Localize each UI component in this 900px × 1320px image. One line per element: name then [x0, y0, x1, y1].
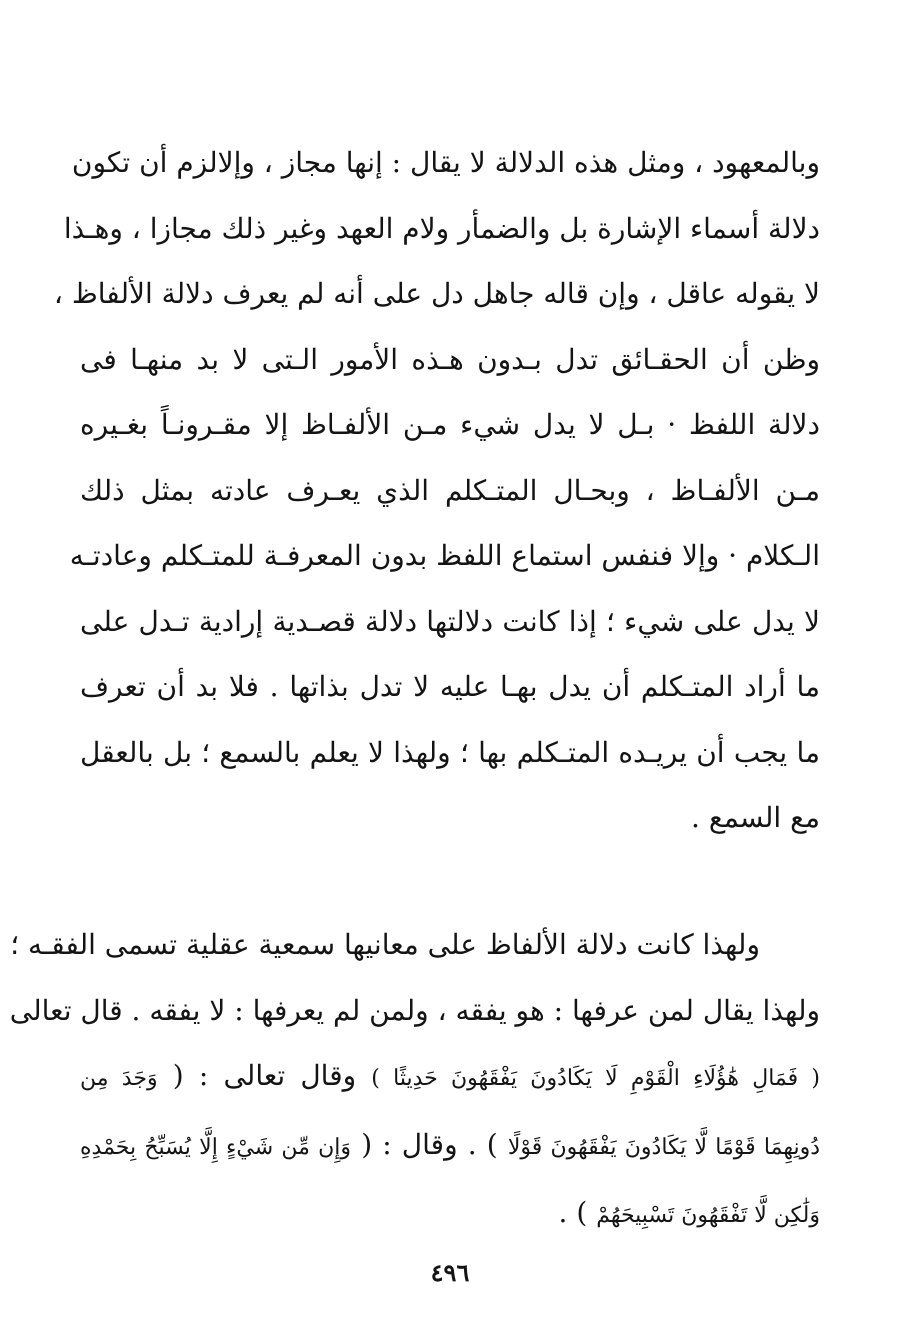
text-line: وظن أن الحقـائق تدل بـدون هـذه الأمور الـتى لا بد منهـا فى	[80, 342, 820, 376]
text-fragment: ) . وقال : (	[361, 1127, 498, 1161]
quran-verse: وَجَدَ مِن	[80, 1066, 158, 1091]
second-paragraph	[9, 912, 821, 1249]
page-number: ٤٩٦	[430, 1258, 470, 1287]
text-line: مع السمع .	[691, 801, 820, 834]
text-line	[80, 1043, 820, 1112]
text-line: لا يدل على شيء ؛ إذا كانت دلالتها دلالة قصـدية إرادية تـدل على	[80, 604, 820, 638]
text-line	[80, 1112, 820, 1181]
text-line: وبالمعهود ، ومثل هذه الدلالة لا يقال : إنها مجاز ، وإلالزم أن تكون	[71, 146, 820, 179]
text-fragment: وقال تعالى : (	[172, 1059, 357, 1092]
text-line: ما يجب أن يريـده المتـكلم بها ؛ ولهذا لا يعلم بالسمع ؛ بل بالعقل	[80, 735, 820, 769]
text-line: ولهذا كانت دلالة الألفاظ على معانيها سمعية عقلية تسمى الفقـه ؛	[10, 928, 760, 961]
text-line: الـكلام · وإلا فنفس استماع اللفظ بدون المعرفـة للمتـكلم وعادتـه	[69, 539, 820, 572]
quran-verse: ( فَمَالِ هَٰؤُلَاءِ الْقَوْمِ لَا يَكَادُونَ يَفْقَهُونَ حَدِيثًا )	[371, 1066, 821, 1091]
text-line	[80, 1180, 820, 1249]
text-line: دلالة اللفظ · بـل لا يدل شيء مـن الألفـاظ إلا مقـرونـاً بغـيره	[80, 408, 820, 441]
text-line: لا يقوله عاقل ، وإن قاله جاهل دل على أنه لم يعرف دلالة الألفاظ ،	[53, 277, 820, 310]
text-line: مـن الألفـاظ ، وبحـال المتـكلم الذي يعـرف عادته بمثل ذلك	[80, 473, 821, 507]
main-paragraph	[53, 130, 821, 851]
text-fragment: ) .	[558, 1196, 588, 1229]
text-line: دلالة أسماء الإشارة بل والضمأر ولام العهد وغير ذلك مجازا ، وهـذا	[63, 211, 820, 245]
quran-verse: وَإِن مِّن شَيْءٍ إِلَّا يُسَبِّحُ بِحَمْدِهِ	[80, 1134, 352, 1160]
quran-verse: وَلَٰكِن لَّا تَفْقَهُونَ تَسْبِيحَهُمْ	[596, 1203, 820, 1228]
quran-verse: دُونِهِمَا قَوْمًا لَّا يَكَادُونَ يَفْقَهُونَ قَوْلًا	[507, 1134, 821, 1160]
text-line: ما أراد المتـكلم أن يدل بهـا عليه لا تدل بذاتها . فلا بد أن تعرف	[80, 670, 820, 703]
text-line: ولهذا يقال لمن عرفها : هو يفقه ، ولمن لم يعرفها : لا يفقه . قال تعالى	[9, 993, 820, 1027]
